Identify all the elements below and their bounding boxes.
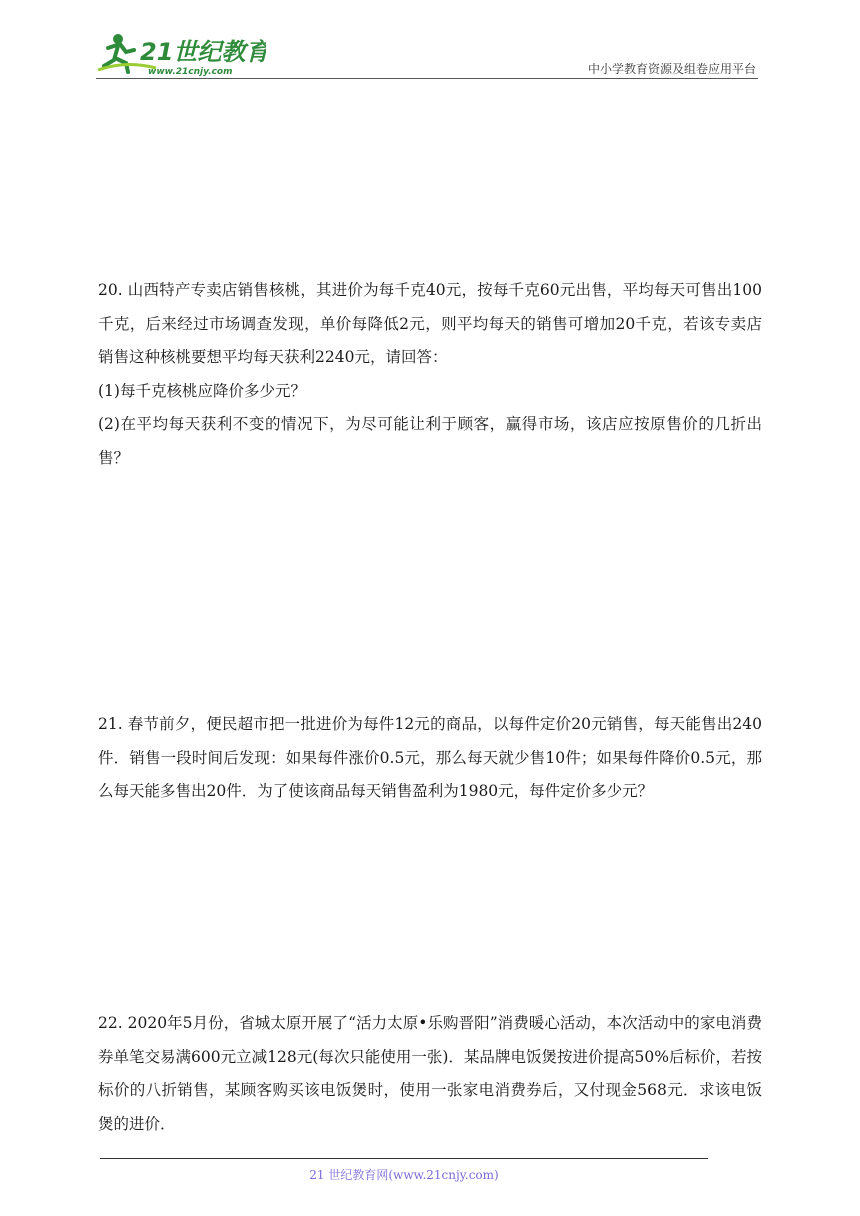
site-logo[interactable]: [96, 30, 266, 78]
footer-divider: [100, 1158, 708, 1159]
question-22-stem: 22. 2020年5月份，省城太原开展了“活力太原•乐购晋阳”消费暖心活动，本次活动中的家电消费券单笔交易满600元立减128元(每次只能使用一张)．某品牌电饭煲按进价提高50%后标价，若按标价的八折销售，某顾客购买该电饭煲时，使用一张家电消费券后，又付现金568元．求该电饭煲的进价．: [98, 1014, 762, 1133]
logo-graphic: [96, 30, 266, 78]
question-22: [98, 1007, 762, 1141]
question-21-stem: 21. 春节前夕，便民超市把一批进价为每件12元的商品，以每件定价20元销售，每天能售出240件．销售一段时间后发现：如果每件涨价0.5元，那么每天就少售10件；如果每件降价0.5元，那么每天能多售出20件．为了使该商品每天销售盈利为1980元，每件定价多少元？: [98, 715, 762, 800]
platform-tagline: 中小学教育资源及组卷应用平台: [587, 62, 756, 76]
header-divider: [96, 78, 758, 79]
page-footer[interactable]: 21 世纪教育网(www.21cnjy.com): [309, 1168, 499, 1182]
question-20-part-2: (2)在平均每天获利不变的情况下，为尽可能让利于顾客，赢得市场，该店应按原售价的几折出售？: [98, 415, 762, 467]
logo-url: www.21cnjy.com: [148, 67, 233, 77]
question-21: [98, 708, 762, 809]
page-header: [96, 30, 758, 80]
question-20-part-1: (1)每千克核桃应降价多少元？: [98, 381, 306, 400]
logo-text: 21世纪教育: [140, 38, 266, 66]
question-20: [98, 274, 762, 475]
question-20-stem: 20. 山西特产专卖店销售核桃，其进价为每千克40元，按每千克60元出售，平均每天可售出100千克，后来经过市场调查发现，单价每降低2元，则平均每天的销售可增加20千克，若该专卖店销售这种核桃要想平均每天获利2240元，请回答：: [98, 281, 762, 366]
